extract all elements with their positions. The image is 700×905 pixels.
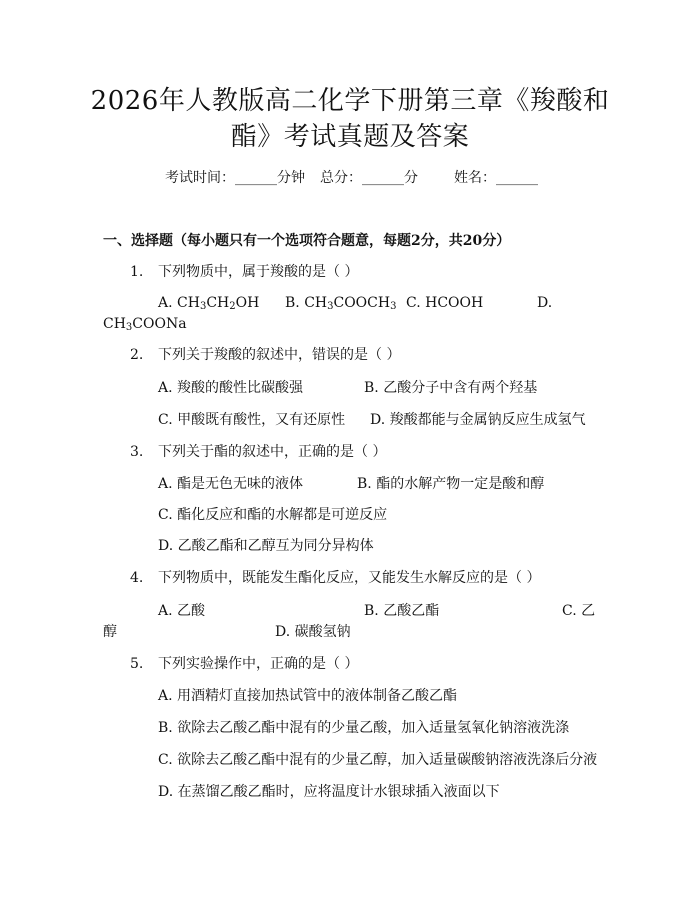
question-4-option-a: A. 乙酸 <box>158 603 206 619</box>
question-4-option-c-continued: 醇 <box>103 624 117 640</box>
page-title-line-2: 酯》考试真题及答案 <box>230 122 470 152</box>
section-heading: 一、选择题（每小题只有一个选项符合题意，每题2分，共20分） <box>103 233 511 249</box>
question-4-number: 4. <box>130 570 144 586</box>
question-1-number: 1. <box>130 264 144 280</box>
question-2-number: 2. <box>130 347 144 363</box>
question-3-option-c: C. 酯化反应和酯的水解都是可逆反应 <box>158 507 388 523</box>
question-5-number: 5. <box>130 656 144 672</box>
question-4-option-d: D. 碳酸氢钠 <box>275 624 351 640</box>
question-3-option-d: D. 乙酸乙酯和乙醇互为同分异构体 <box>158 538 374 554</box>
question-3-option-a: A. 酯是无色无味的液体 <box>158 476 304 492</box>
name-field: 姓名：______ <box>454 170 538 186</box>
total-score-field: 总分：______分 <box>320 170 418 186</box>
question-2-option-a: A. 羧酸的酸性比碳酸强 <box>158 380 304 396</box>
question-3-option-b: B. 酯的水解产物一定是酸和醇 <box>357 476 545 492</box>
question-2-stem: 下列关于羧酸的叙述中，错误的是（ ） <box>158 347 401 363</box>
question-1-option-c: C. HCOOH <box>406 295 484 311</box>
question-5-option-b: B. 欲除去乙酸乙酯中混有的少量乙酸，加入适量氢氧化钠溶液洗涤 <box>158 720 570 736</box>
question-2-option-c: C. 甲酸既有酸性，又有还原性 <box>158 412 346 428</box>
question-1-option-a: A. $CH_3CH_2OH$ <box>158 295 260 312</box>
question-3-stem: 下列关于酯的叙述中，正确的是（ ） <box>158 444 387 460</box>
question-5-option-d: D. 在蒸馏乙酸乙酯时，应将温度计水银球插入液面以下 <box>158 784 500 800</box>
question-4-option-c: C. 乙 <box>562 603 596 619</box>
question-1-option-d: $CH_3COONa$ <box>103 316 187 333</box>
question-5-option-a: A. 用酒精灯直接加热试管中的液体制备乙酸乙酯 <box>158 688 458 704</box>
question-5-stem: 下列实验操作中，正确的是（ ） <box>158 656 359 672</box>
question-1-stem: 下列物质中，属于羧酸的是（ ） <box>158 264 359 280</box>
question-2-option-b: B. 乙酸分子中含有两个羟基 <box>364 380 538 396</box>
question-4-option-b: B. 乙酸乙酯 <box>364 603 440 619</box>
page-title-line-1: 2026年人教版高二化学下册第三章《羧酸和 <box>90 86 610 116</box>
question-5-option-c: C. 欲除去乙酸乙酯中混有的少量乙醇，加入适量碳酸钠溶液洗涤后分液 <box>158 752 598 768</box>
question-1-option-b: B. $CH_3COOCH_3$ <box>285 295 397 312</box>
question-2-option-d: D. 羧酸都能与金属钠反应生成氢气 <box>370 412 586 428</box>
exam-time-field: 考试时间：______分钟 <box>165 170 305 186</box>
question-4-stem: 下列物质中，既能发生酯化反应，又能发生水解反应的是（ ） <box>158 570 541 586</box>
question-1-option-d-label: D. <box>537 295 553 311</box>
question-3-number: 3. <box>130 444 144 460</box>
